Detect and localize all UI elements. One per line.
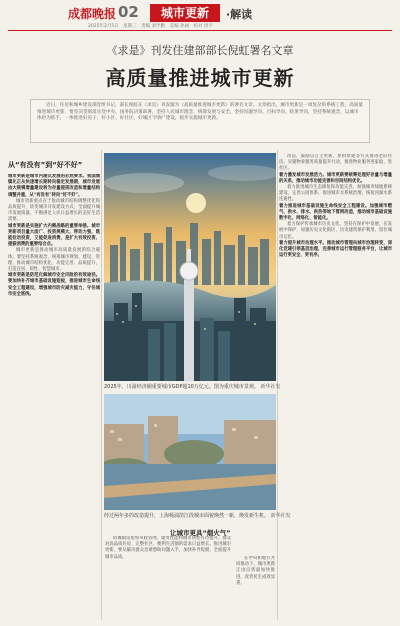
body-column-middle — [105, 536, 231, 618]
paragraph: 改造，鼓励以自主更新、原拆原建等方式推进老旧住房。实施物业服务质量提升行动，推进物业服务进家庭、进社区。 — [279, 154, 392, 172]
paragraph: 着力提升城市治理水平。推动城市管理向城市治理转变，深化党建引领基层治理，完善城市运行管理服务平台，让城市运行更安全、更有序。 — [279, 240, 392, 259]
newspaper-brand: 成都晚报 — [68, 7, 117, 21]
caption-credit: 新华社发 — [260, 384, 281, 390]
column-divider — [101, 150, 102, 620]
caption-text: 2025年，川渝经济圈重要城市GDP超10万亿元。图为重庆城市景观。 — [104, 384, 259, 390]
caption-text: 经过两年多的改造提升，上海杨浦滨江段城市面貌焕然一新，焕发新生机。 — [104, 513, 270, 519]
paragraph: 城市更新是实施扩大内需战略的重要举措。城市更新项目量大面广、投资规模大、带动力强，既能拉动投资，又能促进消费，是扩大有效投资、提振消费的重要结合点。 — [8, 223, 100, 248]
paragraph: 城市更新是城市内涵式发展的必然要求。我国城镇化正从快速增长期转向稳定发展期，城市发展由大规模增量建设转为存量提质改造和增量结构调整并重，从“有没有”转向“好不好”。 — [8, 174, 100, 198]
body-column-left — [8, 174, 100, 618]
masthead-rule — [8, 30, 392, 31]
paragraph: 城市更新是推动城市高质量发展的综合载体。要坚持系统观念，统筹城市规划、建设、管理，推动城市结构优化、功能完善、品质提升，打造宜居、韧性、智慧城市。 — [8, 248, 100, 273]
page-number: 02 — [118, 3, 139, 21]
masthead — [0, 0, 400, 30]
caption-credit: 新华社发 — [270, 513, 291, 519]
body-column-right — [279, 154, 392, 618]
riverside-renovation-photo — [104, 394, 276, 510]
article-summary: 近日，住房和城乡建设部党组书记、部长倪虹在《求是》刊发题为《高质量推进城市更新》的署名文章。文章指出，城市更新是一项复杂的系统工程，高质量推进城市更新，要坚决贯彻落实党中央、国务院决策部署，坚持人民城市理念，统筹发展与安全，坚持问题导向、目标导向、结果导向，坚持系统观念，以城市体检为抓手，一体推进好房子、好小区、好社区、好城区“四好”建设，稳步实施城市更新。 — [30, 99, 370, 143]
city-skyline-photo — [104, 153, 276, 381]
paragraph: 在中央和地方共同推动下，城市更新正由点到面加快推进，改善民生成效显著。 — [236, 556, 275, 586]
paragraph: 着力推进城市生态修复和功能完善。加强城市绿地系统建设，完善公园体系，推进城市水系统治理，恢复河湖水系连通性。 — [279, 185, 392, 203]
paragraph: 城市更新是防范化解城市安全风险的有效途径。要加快补齐城市基础设施短板，推进城市生命线安全工程建设，增强城市防灾减灾能力，守住城市安全底线。 — [8, 273, 100, 297]
section-heading-3: 让城市更具“烟火气” — [170, 529, 231, 537]
article-kicker: 《求是》刊发住建部部长倪虹署名文章 — [106, 44, 294, 57]
paragraph: 城市更新重点在于推动城市结构调整优化和品质提升，转变城市开发建设方式，全面提升城市发展质量，不断满足人民日益增长的美好生活需要。 — [8, 198, 100, 223]
paragraph: 的城镇房屋和市政管网，建筑性能和城市韧性有待提升。群众对高品质住房、完整社区、便利生活圈的需求日益增长。推进城市更新，要从解决群众急难愁盼问题入手，加快补齐短板，全面提升城市品质。 — [105, 536, 231, 560]
section-banner: 城市更新 — [150, 4, 220, 22]
section-heading-1: 从“有没有”到“好不好” — [8, 161, 83, 169]
photo-caption-1 — [104, 383, 280, 390]
section-label: ·解读 — [226, 8, 253, 21]
dateline: 2025年2月5日 星期三 责编 刘学勤 美编 孙丽 校对 周宇 — [88, 24, 213, 29]
paragraph: 着力保护传承城市历史文化。坚持在保护中发展、在发展中保护，加强历史文化街区、历史建筑保护利用，留住城市记忆。 — [279, 222, 392, 240]
article-headline: 高质量推进城市更新 — [105, 66, 295, 90]
body-column-bottom — [236, 556, 275, 618]
paragraph: 着力激发城市发展活力。城市更新要统筹处理好存量与增量的关系，推动城市功能完善和空间结构优化。 — [279, 172, 392, 184]
photo-caption-2 — [104, 512, 291, 519]
paragraph: 着力推进城市基础设施生命线安全工程建设。加强城市燃气、供水、排水、供热等地下管网改造，推动城市基础设施数字化、网络化、智能化。 — [279, 203, 392, 222]
